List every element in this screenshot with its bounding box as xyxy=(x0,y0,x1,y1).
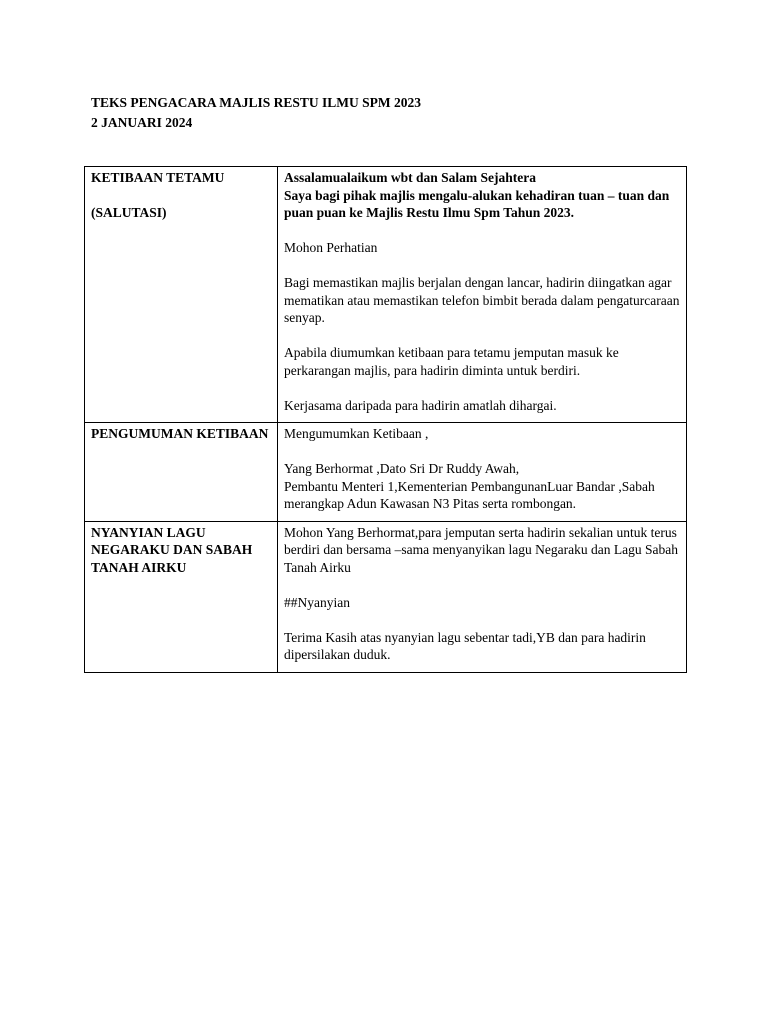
document-title: TEKS PENGACARA MAJLIS RESTU ILMU SPM 2023 xyxy=(91,95,422,110)
stand-notice-paragraph: Apabila diumumkan ketibaan para tetamu jemputan masuk ke perkarangan majlis, para hadirin diminta untuk berdiri. xyxy=(284,345,619,378)
table-row xyxy=(85,167,687,423)
row-label-cell xyxy=(85,167,278,423)
row-label: NYANYIAN LAGU NEGARAKU DAN SABAH TANAH AIRKU xyxy=(91,524,253,575)
row-content-cell xyxy=(278,167,687,423)
phone-notice-paragraph: Bagi memastikan majlis berjalan dengan lancar, hadirin diingatkan agar mematikan atau memastikan telefon bimbit berada dalam pengaturcaraan senyap. xyxy=(284,275,680,325)
vip-name-line: Yang Berhormat ,Dato Sri Dr Ruddy Awah, xyxy=(284,461,520,476)
row-content-cell xyxy=(278,521,687,672)
row-label: PENGUMUMAN KETIBAAN xyxy=(91,426,269,441)
table-row xyxy=(85,521,687,672)
row-content-cell xyxy=(278,423,687,522)
greeting-line: Assalamualaikum wbt dan Salam Sejahtera xyxy=(284,170,537,185)
vip-title-line: Pembantu Menteri 1,Kementerian PembangunanLuar Bandar ,Sabah merangkap Adun Kawasan N3 Pitas serta rombongan. xyxy=(284,478,655,511)
invite-paragraph: Mohon Yang Berhormat,para jemputan serta hadirin sekalian untuk terus berdiri dan bersama –sama menyanyikan lagu Negaraku dan Lagu Sabah Tanah Airku xyxy=(284,524,678,575)
announce-paragraph: Mengumumkan Ketibaan , xyxy=(284,426,429,441)
row-label-cell xyxy=(85,423,278,522)
closing-paragraph: Terima Kasih atas nyanyian lagu sebentar tadi,YB dan para hadirin dipersilakan duduk. xyxy=(284,629,646,662)
row-sublabel: (SALUTASI) xyxy=(91,205,167,220)
thanks-paragraph: Kerjasama daripada para hadirin amatlah dihargai. xyxy=(284,397,557,413)
row-label-cell xyxy=(85,521,278,672)
singing-paragraph: ##Nyanyian xyxy=(284,594,350,610)
attention-paragraph: Mohon Perhatian xyxy=(284,240,378,255)
document-header xyxy=(91,93,421,133)
row-label: KETIBAAN TETAMU xyxy=(91,170,225,185)
welcome-line: Saya bagi pihak majlis mengalu-alukan kehadiran tuan – tuan dan puan puan ke Majlis Restu Ilmu Spm Tahun 2023. xyxy=(284,187,670,220)
vip-paragraph xyxy=(284,460,680,513)
document-date: 2 JANUARI 2024 xyxy=(91,115,193,130)
greeting-paragraph xyxy=(284,169,680,222)
table-row xyxy=(85,423,687,522)
emcee-script-table xyxy=(84,166,687,673)
